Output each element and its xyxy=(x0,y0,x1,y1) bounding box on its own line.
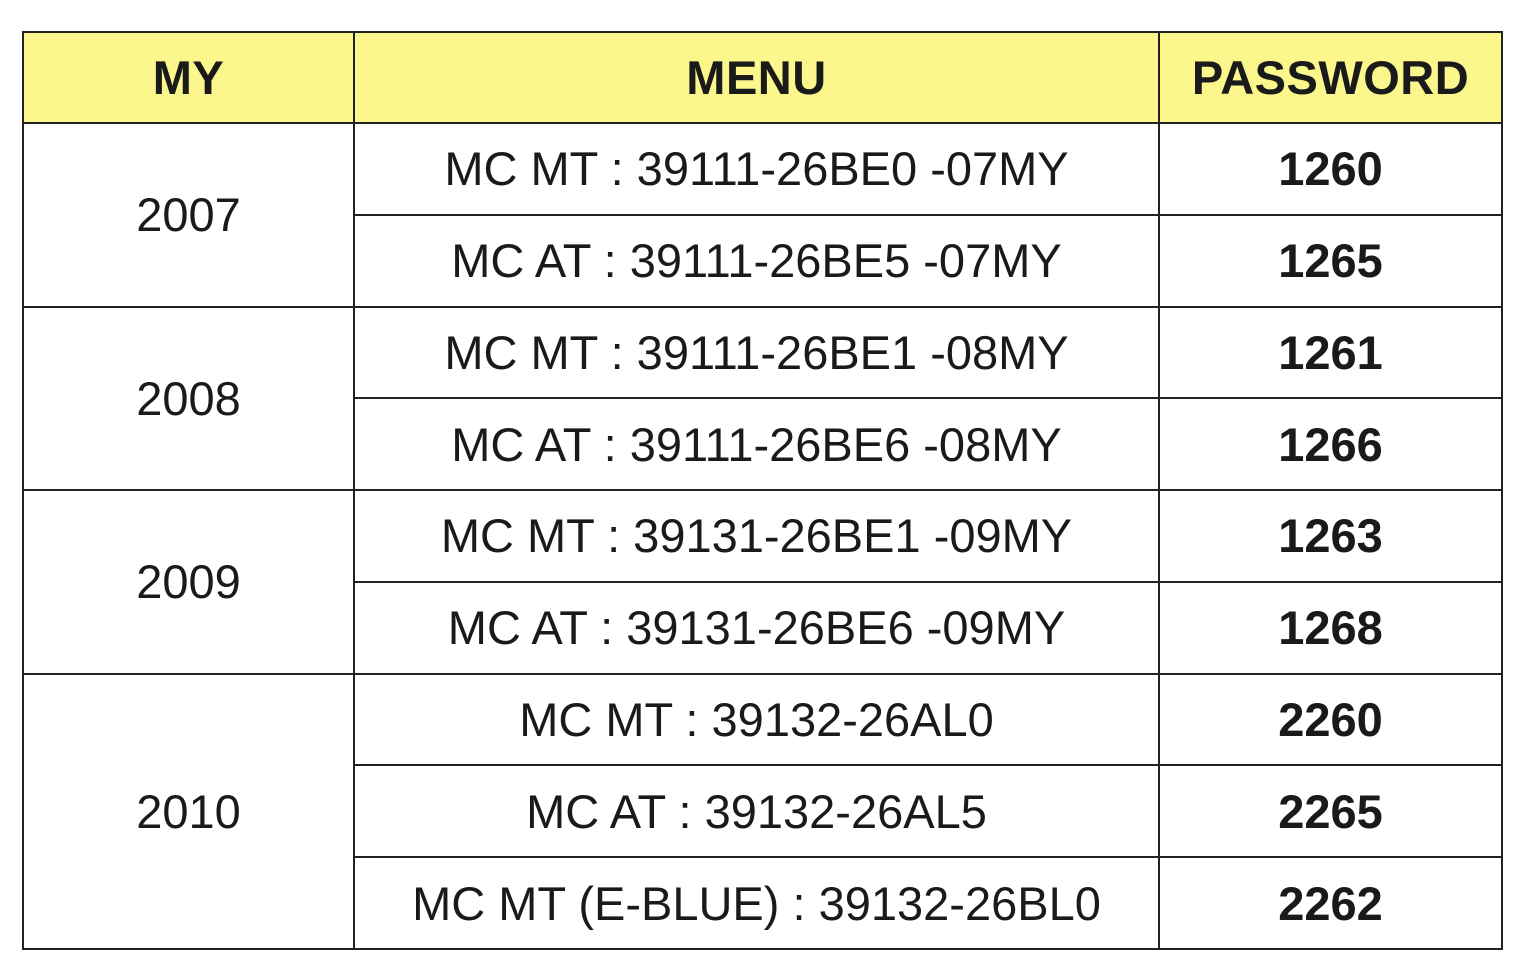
year-cell: 2007 xyxy=(23,123,354,307)
header-menu: MENU xyxy=(354,32,1159,123)
table-row xyxy=(23,123,1502,215)
menu-cell: MC MT : 39111-26BE1 -08MY xyxy=(354,307,1159,399)
password-table xyxy=(22,31,1503,950)
password-table-container xyxy=(22,31,1501,950)
header-row xyxy=(23,32,1502,123)
password-cell: 2265 xyxy=(1159,765,1502,857)
password-cell: 1265 xyxy=(1159,215,1502,307)
menu-cell: MC AT : 39131-26BE6 -09MY xyxy=(354,582,1159,674)
year-cell: 2010 xyxy=(23,674,354,949)
table-row xyxy=(23,674,1502,766)
password-cell: 1266 xyxy=(1159,398,1502,490)
table-row xyxy=(23,490,1502,582)
year-cell: 2008 xyxy=(23,307,354,491)
password-cell: 1263 xyxy=(1159,490,1502,582)
password-cell: 1260 xyxy=(1159,123,1502,215)
table-row xyxy=(23,307,1502,399)
header-my: MY xyxy=(23,32,354,123)
menu-cell: MC AT : 39132-26AL5 xyxy=(354,765,1159,857)
password-cell: 1261 xyxy=(1159,307,1502,399)
year-cell: 2009 xyxy=(23,490,354,674)
menu-cell: MC MT (E-BLUE) : 39132-26BL0 xyxy=(354,857,1159,949)
password-cell: 2262 xyxy=(1159,857,1502,949)
menu-cell: MC MT : 39111-26BE0 -07MY xyxy=(354,123,1159,215)
password-cell: 2260 xyxy=(1159,674,1502,766)
menu-cell: MC AT : 39111-26BE6 -08MY xyxy=(354,398,1159,490)
header-password: PASSWORD xyxy=(1159,32,1502,123)
menu-cell: MC MT : 39131-26BE1 -09MY xyxy=(354,490,1159,582)
password-cell: 1268 xyxy=(1159,582,1502,674)
menu-cell: MC AT : 39111-26BE5 -07MY xyxy=(354,215,1159,307)
menu-cell: MC MT : 39132-26AL0 xyxy=(354,674,1159,766)
